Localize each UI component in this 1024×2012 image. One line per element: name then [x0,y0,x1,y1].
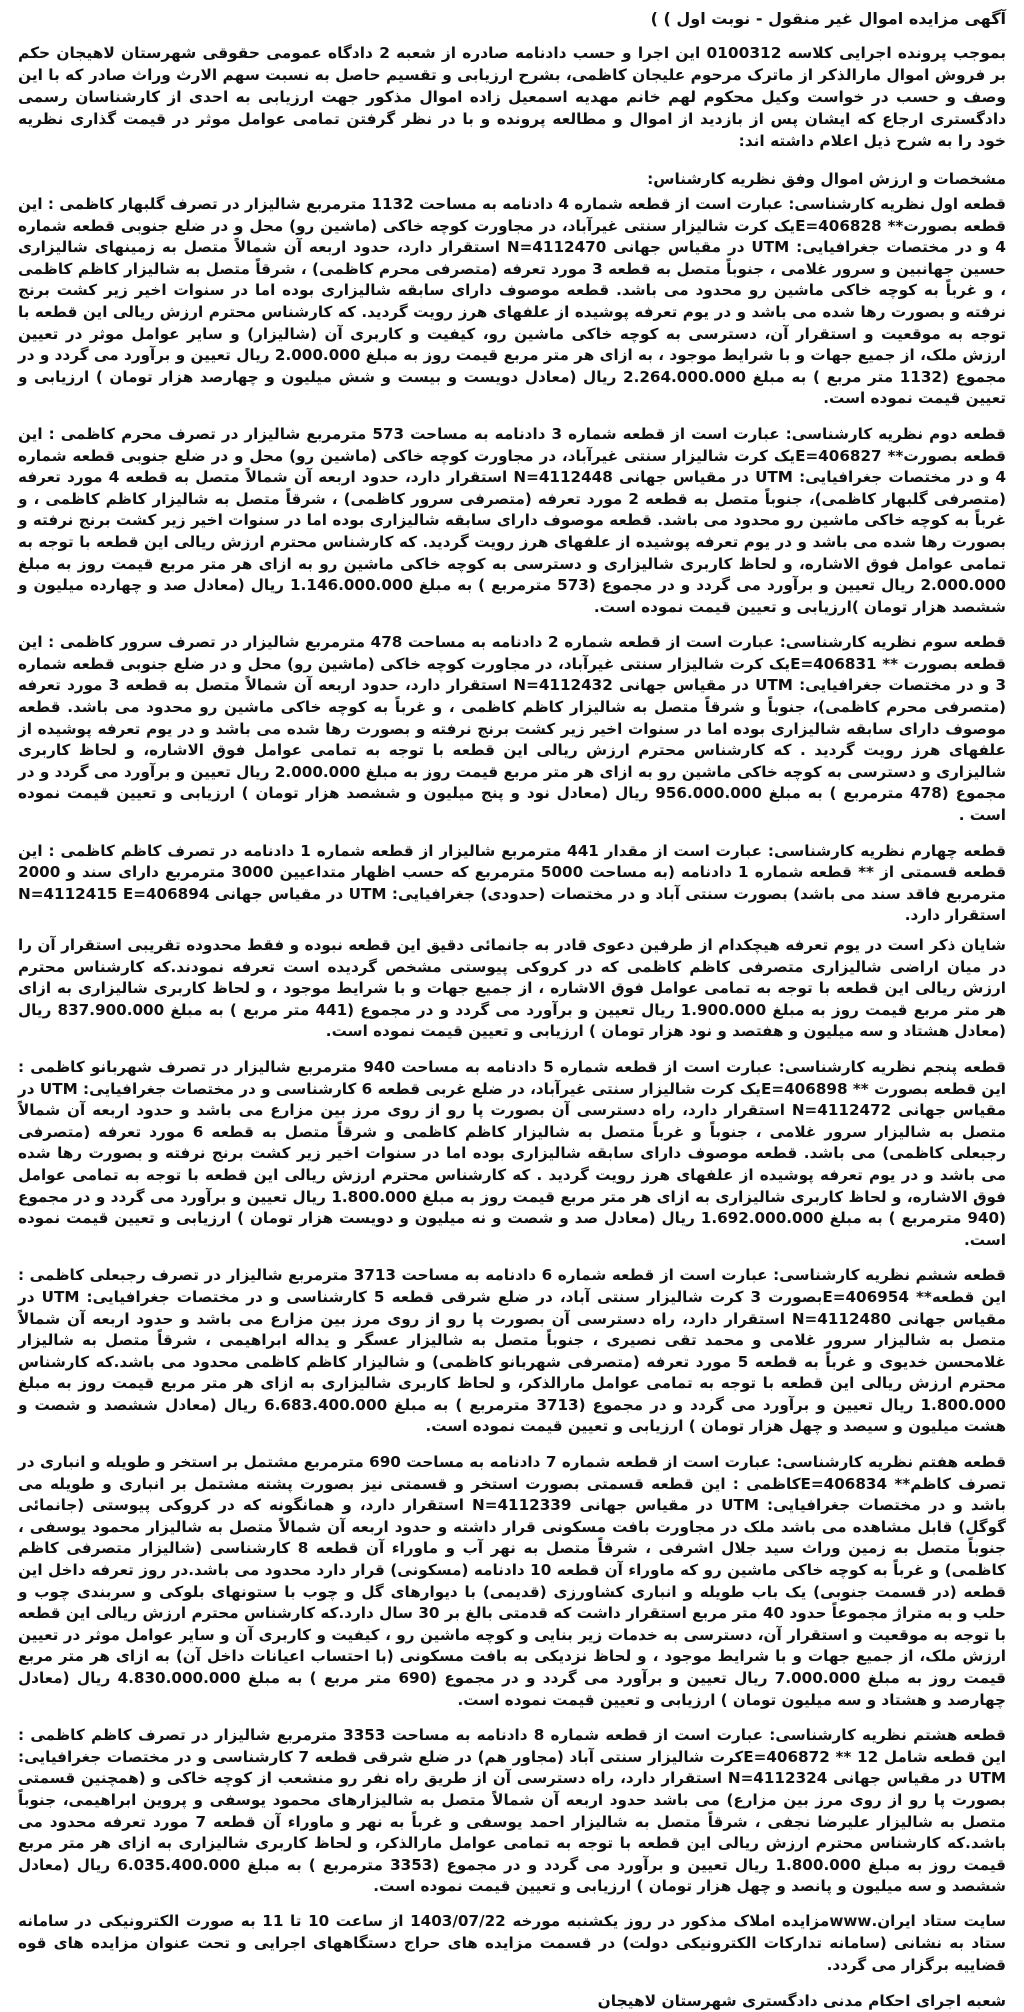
parcel-section [18,1265,1006,1438]
auction-footer: سایت ستاد ایران.wwwمزایده املاک مذکور در روز یکشنبه مورخه 1403/07/22 از ساعت 10 تا 11 به صورت الکترونیکی در سامانه ستاد به نشانی (سامانه تدارکات الکترونیکی دولت) در قسمت مزایده های حراج دستگاههای اجرایی و تحت عنوان مزایده های قوه قضاییه برگزار می گردد. [18,1911,1006,1974]
parcel-paragraph: شایان ذکر است در یوم تعرفه هیچکدام از طرفین دعوی قادر به جانمائی دقیق این قطعه نبوده و فقط محدوده تقریبی استقرار آن را در میان اراضی شالیزاری متصرفی کاظم کاظمی که در کروکی پیوستی مشخص گردیده است تعرفه نمودند.که کارشناس محترم ارزش ریالی این قطعه با توجه به تمامی عوامل فوق الاشاره ، از جمیع جهات و با شرایط موجود ، و لحاظ کاربری شالیزاری به ازای هر متر مربع قیمت روز به مبلغ 1.900.000 ریال تعیین و برآورد می گردد و در مجموع (441 متر مربع ) به مبلغ 837.900.000 ریال (معادل هشتاد و سه میلیون و هفتصد و نود هزار تومان ) ارزیابی و تعیین قیمت نموده است. [18,936,1006,1041]
parcel-paragraph: قطعه هشتم نظریه کارشناسی: عبارت است از قطعه شماره 8 دادنامه به مساحت 3353 مترمربع شالیزار در تصرف کاظم کاظمی : این قطعه شامل 12 ** E=406872کرت شالیزار سنتی آباد (مجاور هم) در ضلع شرقی قطعه 7 کارشناسی و در مختصات جغرافیایی: UTM در مقیاس جهانی N=4112324 استقرار دارد، راه دسترسی آن از طریق راه نفر رو منشعب از کوچه خاکی و (همچنین قسمتی بصورت پا رو از روی مرز بین مزارع) می باشد حدود اربعه آن شمالاً متصل به شالیزارهای محمود یوسفی و پروین ابراهیمی، جنوباً متصل به شالیزار علیرضا نجفی ، شرقاً متصل به شالیزار احمد یوسفی و غرباً به نهر و ماوراء آن قطعه 7 مورد تعرفه محدود می باشد.که کارشناس محترم ارزش ریالی این قطعه با توجه به تمامی عوامل مارالذکر، و لحاظ کاربری شالیزاری به ازای هر متر مربع قیمت روز به مبلغ 1.800.000 ریال تعیین و برآورد می گردد و در مجموع (3353 مترمربع ) به مبلغ 6.035.400.000 ریال (معادل ششصد و سه میلیون و پانصد و چهل هزار تومان ) ارزیابی و تعیین قیمت نموده است. [18,1726,1006,1896]
issuer-signature: شعبه اجرای احکام مدنی دادگستری شهرستان لاهیجان [597,1991,1006,2010]
parcel-section [18,1725,1006,1898]
notice-intro: بموجب پرونده اجرایی کلاسه 0100312 این اجرا و حسب دادنامه صادره از شعبه 2 دادگاه عمومی حقوقی شهرستان لاهیجان حکم بر فروش اموال مارالذکر از ماترک مرحوم علیجان کاظمی، بشرح ارزیابی و تقسیم حاصل به نسبت سهم الارث وراث صادر که با این وصف و حسب در خواست وکیل محکوم لهم خانم مهدیه اسمعیل زاده اموال مذکور جهت ارزیابی به احدی از کارشناسان رسمی دادگستری ارجاع که ایشان پس از بازدید از اموال و مطالعه پرونده و با در نظر گرفتن تمامی عوامل موثر در قیمت گذاری نظریه خود را به شرح ذیل اعلام داشته اند: [18,44,1006,150]
parcel-section [18,1452,1006,1711]
parcel-section [18,424,1006,618]
parcel-paragraph: قطعه اول نظریه کارشناسی: عبارت است از قطعه شماره 4 دادنامه به مساحت 1132 مترمربع شالیزار در تصرف گلبهار کاظمی : این قطعه بصورت** E=406828یک کرت شالیزار سنتی غیرآباد، در مجاورت کوچه خاکی (ماشین رو) محل و در ضلع جنوبی قطعه شماره 4 و در مختصات جغرافیایی: UTM در مقیاس جهانی N=4112470 استقرار دارد، حدود اربعه آن شمالاً متصل به زمینهای شالیزاری حسین جهانبین و سرور غلامی ، جنوباً متصل به قطعه 3 مورد تعرفه (متصرفی محرم کاظمی) ، شرقاً متصل به شالیزار کاظم کاظمی ، و غرباً به کوچه خاکی ماشین رو محدود می باشد. قطعه موصوف دارای سابقه شالیزاری بوده اما در سنوات اخیر زیر کشت برنج نرفته و بصورت رها شده می باشد و در یوم تعرفه پوشیده از علفهای هرز رویت گردید. که کارشناس محترم ارزش ریالی این قطعه با توجه به موقعیت و استقرار آن، دسترسی به کوچه خاکی ماشین رو، کیفیت و کاربری آن (شالیزار) و سایر عوامل موثر در تعیین ارزش ملک، از جمیع جهات و با شرایط موجود ، به ازای هر متر مربع قیمت روز به مبلغ 2.000.000 ریال تعیین و برآورد می گردد و در مجموع (1132 متر مربع ) به مبلغ 2.264.000.000 ریال (معادل دویست و بیست و شش میلیون و چهارصد هزار تومان ) ارزیابی و تعیین قیمت نموده است. [18,195,1007,408]
parcel-section [18,194,1006,410]
parcel-paragraph: قطعه چهارم نظریه کارشناسی: عبارت است از مقدار 441 مترمربع شالیزار از قطعه شماره 1 دادنامه در تصرف کاظم کاظمی : این قطعه قسمتی از ** قطعه شماره 1 دادنامه (به مساحت 5000 مترمربع که حسب اظهار متداعیین 3000 مترمربع دارای سند و 2000 مترمربع فاقد سند می باشد) بصورت سنتی آباد و در مختصات (حدودی) جغرافیایی: UTM در مقیاس جهانی N=4112415 E=406894 استقرار دارد. [18,841,1007,925]
parcel-section [18,1057,1006,1251]
parcel-gap [18,618,1006,632]
parcel-gap [18,410,1006,424]
section-heading: مشخصات و ارزش اموال وفق نظریه کارشناس: [647,170,1006,188]
parcel-section [18,841,1006,1043]
parcel-gap [18,1043,1006,1057]
notice-title: آگهی مزایده اموال غیر منقول - نوبت اول ) ) [650,9,1006,28]
parcel-paragraph: قطعه پنجم نظریه کارشناسی: عبارت است از قطعه شماره 5 دادنامه به مساحت 940 مترمربع شالیزار در تصرف شهربانو کاظمی : این قطعه بصورت ** E=406898یک کرت شالیزار سنتی غیرآباد، در ضلع غربی قطعه 6 کارشناسی و در مختصات جغرافیایی: UTM در مقیاس جهانی N=4112472 استقرار دارد، راه دسترسی آن بصورت پا رو از روی مرز بین مزارع می باشد و حدود اربعه آن شمالاً متصل به شالیزار سرور غلامی ، جنوباً و غرباً متصل به شالیزار کاظم کاظمی و شرقاً متصل به قطعه 6 مورد تعرفه (متصرفی رجبعلی کاظمی) می باشد. قطعه موصوف دارای سابقه شالیزاری بوده اما در سنوات اخیر زیر کشت برنج نرفته و بصورت رها شده می باشد و در یوم تعرفه پوشیده از علفهای هرز رویت گردید . که کارشناس محترم ارزش ریالی این قطعه با توجه به تمامی عوامل فوق الاشاره، و لحاظ کاربری شالیزاری به ازای هر متر مربع قیمت روز به مبلغ 1.800.000 ریال تعیین و برآورد می گردد و در مجموع (940 مترمربع ) به مبلغ 1.692.000.000 ریال (معادل صد و شصت و نه میلیون و دویست هزار تومان ) ارزیابی و تعیین قیمت نموده است. [18,1057,1007,1249]
parcel-paragraph: قطعه ششم نظریه کارشناسی: عبارت است از قطعه شماره 6 دادنامه به مساحت 3713 مترمربع شالیزار در تصرف رجبعلی کاظمی : این قطعه** E=406954بصورت 3 کرت شالیزار سنتی آباد، در ضلع شرقی قطعه 5 کارشناسی و در مختصات جغرافیایی: UTM در مقیاس جهانی N=4112480 استقرار دارد، راه دسترسی آن بصورت پا رو از روی مرز بین مزارع می باشد و حدود اربعه آن شمالاً متصل به شالیزار سرور غلامی و محمد تقی نصیری ، جنوباً متصل به شالیزار عسگر و یداله ابراهیمی ، شرقاً متصل به شالیزار غلامحسن خدیوی و غرباً به قطعه 5 مورد تعرفه (متصرفی شهربانو کاظمی) و شالیزار کاظم کاظمی محدود می باشد.که کارشناس محترم ارزش ریالی این قطعه با توجه به تمامی عوامل مارالذکر، و لحاظ کاربری شالیزاری به ازای هر متر مربع قیمت روز به مبلغ 1.800.000 ریال تعیین و برآورد می گردد و در مجموع (3713 مترمربع ) به مبلغ 6.683.400.000 ریال (معادل ششصد و شصت و هشت میلیون و سیصد و چهل هزار تومان ) ارزیابی و تعیین قیمت نموده است. [18,1266,1007,1436]
parcel-gap [18,1438,1006,1452]
parcel-paragraph: قطعه سوم نظریه کارشناسی: عبارت است از قطعه شماره 2 دادنامه به مساحت 478 مترمربع شالیزار در تصرف سرور کاظمی : این قطعه بصورت ** E=406831یک کرت شالیزار سنتی غیرآباد، در مجاورت کوچه خاکی (ماشین رو) محل و در ضلع جنوبی قطعه شماره 3 و در مختصات جغرافیایی: UTM در مقیاس جهانی N=4112432 استقرار دارد، حدود اربعه آن شمالاً متصل به قطعه 3 مورد تعرفه (متصرفی محرم کاظمی)، جنوباً و شرقاً متصل به شالیزار کاظم کاظمی ، و غرباً به کوچه خاکی ماشین رو محدود می باشد. قطعه موصوف دارای سابقه شالیزاری بوده اما در سنوات اخیر زیر کشت برنج نرفته و بصورت رها شده می باشد و در یوم تعرفه پوشیده از علفهای هرز رویت گردید . که کارشناس محترم ارزش ریالی این قطعه با توجه به تمامی عوامل فوق الاشاره، و لحاظ کاربری شالیزاری و دسترسی به کوچه خاکی ماشین رو به ازای هر متر مربع قیمت روز به مبلغ 2.000.000 ریال تعیین و برآورد می گردد و در مجموع (478 مترمربع ) به مبلغ 956.000.000 ریال (معادل نود و پنج میلیون و ششصد هزار تومان ) ارزیابی و تعیین قیمت نموده است . [18,633,1007,825]
parcel-gap [18,827,1006,841]
parcel-section [18,632,1006,826]
parcel-gap [18,1251,1006,1265]
parcel-paragraph: قطعه دوم نظریه کارشناسی: عبارت است از قطعه شماره 3 دادنامه به مساحت 573 مترمربع شالیزار در تصرف محرم کاظمی : این قطعه بصورت** E=406827یک کرت شالیزار سنتی غیرآباد، در مجاورت کوچه خاکی (ماشین رو) محل و در ضلع جنوبی قطعه شماره 4 و در مختصات جغرافیایی: UTM در مقیاس جهانی N=4112448 استقرار دارد، حدود اربعه آن شمالاً متصل به قطعه 4 مورد تعرفه (متصرفی گلبهار کاظمی)، جنوباً متصل به قطعه 2 مورد تعرفه (متصرفی سرور کاظمی) ، شرقاً متصل به شالیزار کاظم کاظمی ، و غرباً به کوچه خاکی ماشین رو محدود می باشد. قطعه موصوف دارای سابقه شالیزاری بوده اما در سنوات اخیر زیر کشت برنج نرفته و بصورت رها شده می باشد و در یوم تعرفه پوشیده از علفهای هرز رویت گردید. که کارشناس محترم ارزش ریالی این قطعه با توجه به تمامی عوامل فوق الاشاره، و لحاظ کاربری شالیزاری و دسترسی به کوچه خاکی ماشین رو به ازای هر متر مربع قیمت روز به مبلغ 2.000.000 ریال تعیین و برآورد می گردد و در مجموع (573 مترمربع ) به مبلغ 1.146.000.000 ریال (معادل صد و چهارده میلیون و ششصد هزار تومان )ارزیابی و تعیین قیمت نموده است. [18,424,1007,616]
parcel-paragraph: قطعه هفتم نظریه کارشناسی: عبارت است از قطعه شماره 7 دادنامه به مساحت 690 مترمربع مشتمل بر استخر و طویله و انباری در تصرف کاظم** E=406834کاظمی : این قطعه قسمتی بصورت استخر و قسمتی نیز بصورت پشته مشتمل بر انباری و طویله می باشد و در مختصات جغرافیایی: UTM در مقیاس جهانی N=4112339 استقرار دارد، و همانگونه که در کروکی پیوستی (جانمائی گوگل) قابل مشاهده می باشد ملک در مجاورت بافت مسکونی قرار داشته و حدود اربعه آن شمالاً متصل به شالیزار محمود یوسفی ، جنوباً متصل به زمین وراث سید جلال اشرفی ، شرقاً متصل به نهر آب و ماوراء آن قطعه 8 کارشناسی (شالیزار متصرفی کاظم کاظمی) و غرباً به کوچه خاکی ماشین رو که ماوراء آن قطعه 10 دادنامه (مسکونی) قرار دارد محدود می باشد.در روز تعرفه داخل این قطعه (در قسمت جنوبی) یک باب طویله و انباری کشاورزی (قدیمی) با دیوارهای گل و چوب با ستونهای بلوکی و سربندی چوب و حلب و به متراژ مجموعاً حدود 40 متر مربع استقرار داشت که قدمتی بالغ بر 30 سال دارد.که کارشناس محترم ارزش ریالی این قطعه با توجه به موقعیت و استقرار آن، دسترسی به خدمات زیر بنایی و کوچه ماشین رو ، کیفیت و کاربری آن و سایر عوامل موثر در تعیین ارزش ملک، از جمیع جهات و با شرایط موجود ، و لحاظ نزدیکی به بافت مسکونی (با احتساب اعیانات داخل آن) به ازای هر متر مربع قیمت روز به مبلغ 7.000.000 ریال تعیین و برآورد می گردد و در مجموع (690 متر مربع ) به مبلغ 4.830.000.000 ریال (معادل چهارصد و هشتاد و سه میلیون تومان ) ارزیابی و تعیین قیمت نموده است. [18,1453,1007,1709]
parcel-list [18,194,1006,1898]
parcel-gap [18,1711,1006,1725]
